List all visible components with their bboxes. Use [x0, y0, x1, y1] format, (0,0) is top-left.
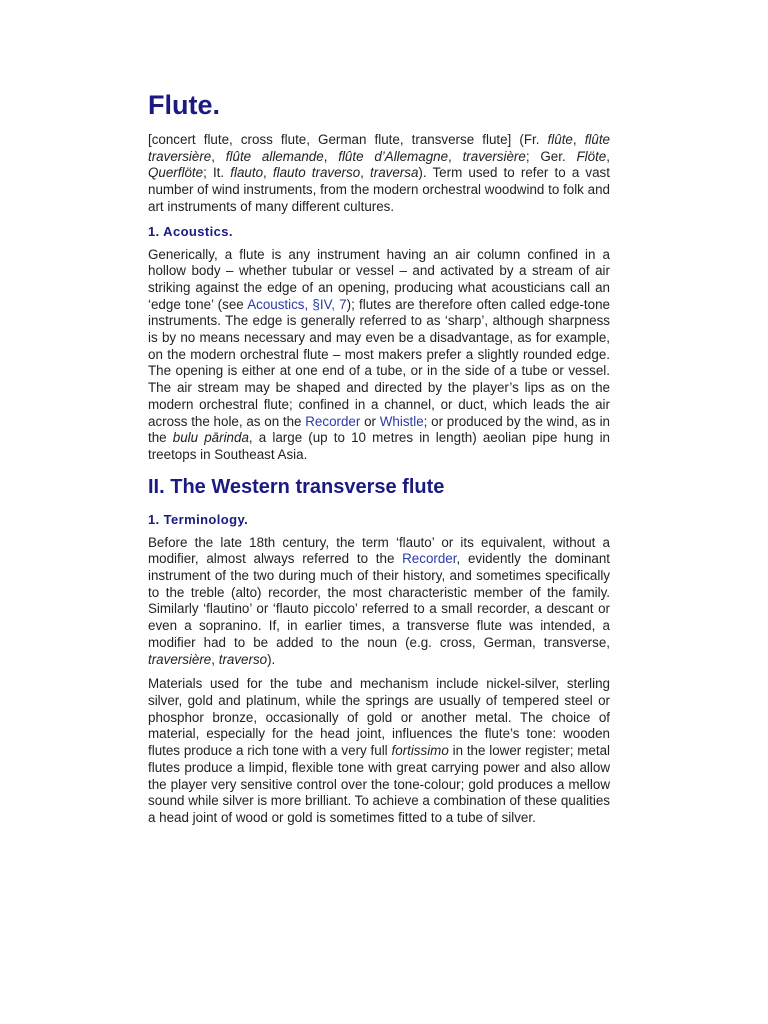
- intro-text: ,: [606, 148, 610, 164]
- acoustics-heading: 1. Acoustics.: [148, 223, 233, 239]
- intro-paragraph: [148, 132, 610, 216]
- intro-term: traversa: [370, 165, 419, 181]
- intro-term: flauto traverso: [272, 165, 361, 181]
- acoustics-link[interactable]: Acoustics, §IV, 7: [247, 296, 347, 312]
- terminology-heading: 1. Terminology.: [148, 511, 249, 527]
- materials-paragraph: [148, 676, 610, 826]
- intro-text: [concert flute, cross flute, German flute, transverse flute] (Fr.: [148, 132, 548, 147]
- body-text: Generically, a flute is any instrument having an air column confined in a hollow body – whether tubular or vessel – and activated by a stream of air striking against the edge of an opening, producing what acousticians call an ‘edge tone’ (see: [148, 246, 610, 312]
- page-title: Flute.: [148, 90, 220, 120]
- intro-text: ,: [211, 148, 226, 164]
- body-text: ,: [211, 651, 219, 667]
- body-term: traversière: [148, 651, 212, 667]
- intro-text: ,: [263, 165, 273, 181]
- intro-term: flauto: [230, 165, 264, 181]
- whistle-link[interactable]: Whistle: [379, 413, 424, 429]
- intro-text: ). Term used to refer to a vast number of wind instruments, from the modern orchestral woodwind to folk and art instruments of many different cultures.: [148, 165, 610, 214]
- body-text: , evidently the dominant instrument of the two during much of their history, and sometimes specifically to the treble (alto) recorder, the most characteristic member of the family. Similarly ‘flautino’ or ‘flauto piccolo’ referred to a small recorder, a descant or even a sopranino. If, in earlier times, a transverse flute was intended, a modifier had to be added to the noun (e.g. cross, German, transverse,: [148, 551, 610, 650]
- intro-text: ; It.: [203, 165, 231, 181]
- intro-term: Querflöte: [148, 165, 204, 181]
- intro-text: ,: [360, 165, 371, 181]
- recorder-link[interactable]: Recorder: [402, 551, 457, 567]
- terminology-paragraph: [148, 535, 610, 669]
- recorder-link[interactable]: Recorder: [305, 413, 361, 429]
- intro-text: ,: [572, 132, 585, 147]
- intro-term: flûte traversière: [148, 132, 610, 164]
- body-text: Before the late 18th century, the term ‘flauto’ or its equivalent, without a modifier, almost always referred to the: [148, 534, 610, 567]
- document-page: [148, 88, 610, 835]
- body-text: ; or produced by the wind, as in the: [148, 413, 610, 446]
- body-term: fortissimo: [391, 743, 449, 759]
- section-heading: II. The Western transverse flute: [148, 475, 445, 498]
- body-term: bulu pārinda: [172, 430, 249, 446]
- intro-term: flûte d’Allemagne: [338, 148, 449, 164]
- intro-text: ,: [448, 148, 463, 164]
- body-text: or: [360, 413, 380, 429]
- intro-term: traversière: [462, 148, 526, 164]
- intro-term: flûte allemande: [225, 148, 324, 164]
- intro-text: ; Ger.: [525, 148, 577, 164]
- body-text: ); flutes are therefore often called edge-tone instruments. The edge is generally referred to as ‘sharp’, although sharpness is by no means necessary and may even be a disadvantage, as for example, on the modern orchestral flute – most makers prefer a slightly rounded edge. The opening is either at one end of a tube, or in the side of a tube or vessel. The air stream may be shaped and directed by the player’s lips as on the modern orchestral flute; confined in a channel, or duct, which leads the air across the hole, as on the: [148, 296, 610, 429]
- intro-text: ,: [323, 148, 339, 164]
- body-text: in the lower register; metal flutes produce a limpid, flexible tone with great carrying power and also allow the player very sensitive control over the tone-colour; gold produces a mellow sound while silver is more brilliant. To achieve a combination of these qualities a head joint of wood or gold is sometimes fitted to a tube of silver.: [148, 743, 610, 825]
- intro-term: flûte: [547, 132, 573, 147]
- body-text: , a large (up to 10 metres in length) aeolian pipe hung in treetops in Southeast Asia.: [148, 430, 610, 462]
- body-term: traverso: [218, 651, 268, 667]
- intro-term: Flöte: [576, 148, 607, 164]
- acoustics-paragraph: [148, 247, 610, 464]
- body-text: Materials used for the tube and mechanism include nickel-silver, sterling silver, gold and platinum, while the springs are usually of tempered steel or phosphor bronze, occasionally of gold or another metal. The choice of material, especially for the head joint, influences the flute’s tone: wooden flutes produce a rich tone with a very full: [148, 676, 610, 759]
- body-text: ).: [267, 651, 276, 667]
